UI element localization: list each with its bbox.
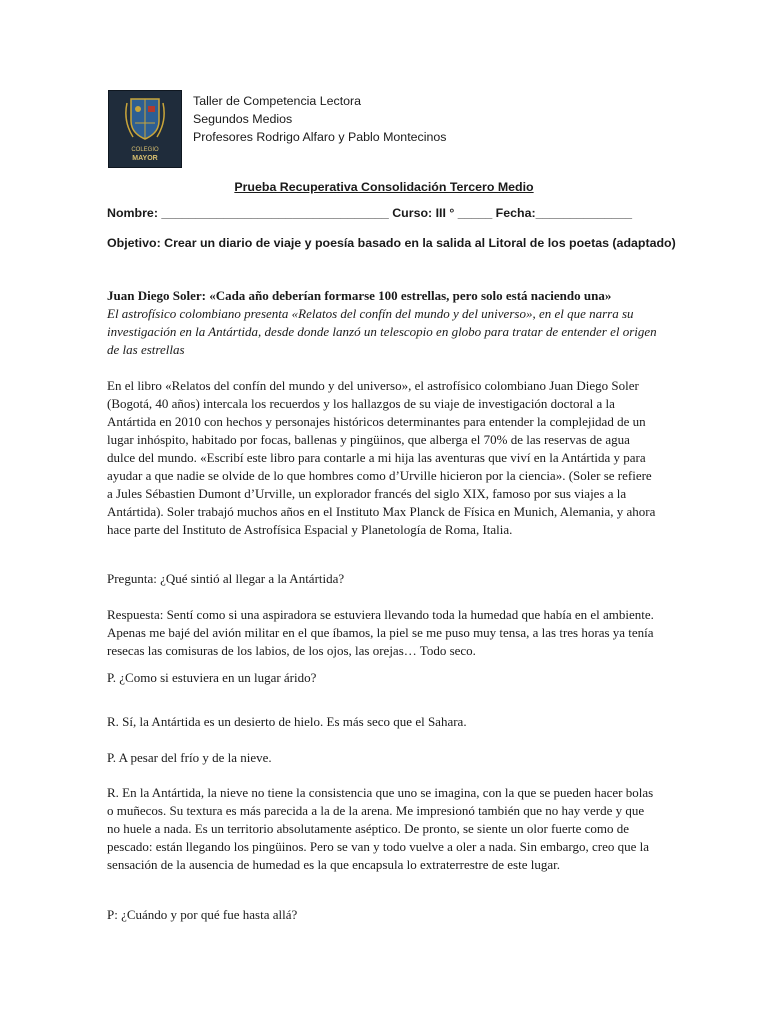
interview-question: P. A pesar del frío y de la nieve. bbox=[107, 750, 272, 765]
objective: Objetivo: Crear un diario de viaje y poesía basado en la salida al Litoral de los poetas (adaptado) bbox=[107, 236, 676, 250]
logo-text-bottom: MAYOR bbox=[132, 155, 158, 162]
article-lede: El astrofísico colombiano presenta «Relatos del confín del mundo y del universo», en el que narra su investigación en la Antártida, desde donde lanzó un telescopio en globo para tratar de entender el origen de las estrellas bbox=[107, 306, 657, 357]
interview-answer: R. Sí, la Antártida es un desierto de hielo. Es más seco que el Sahara. bbox=[107, 714, 467, 729]
article-headline: Juan Diego Soler: «Cada año deberían formarse 100 estrellas, pero solo está naciendo una» bbox=[107, 288, 612, 303]
interview-question: Pregunta: ¿Qué sintió al llegar a la Antártida? bbox=[107, 571, 345, 586]
header-line-3: Profesores Rodrigo Alfaro y Pablo Montecinos bbox=[193, 130, 447, 144]
header-line-1: Taller de Competencia Lectora bbox=[193, 94, 362, 108]
article-paragraph: En el libro «Relatos del confín del mundo y del universo», el astrofísico colombiano Juan Diego Soler (Bogotá, 40 años) intercala los recuerdos y los hallazgos de su viaje de investigación doctoral a la Antártida en 2010 con hechos y personajes históricos determinantes para entender la complejidad de un lugar inhóspito, habitado por focas, ballenas y pingüinos, que alberga el 70% de las reservas de agua dulce del mundo. «Escribí este libro para contarle a mi hija las aventuras que viví en la Antártida y para ayudar a que nadie se olvide de lo que hombres como d’Urville hicieron por la ciencia». (Soler se refiere a Jules Sébastien Dumont d’Urville, un explorador francés del siglo XIX, famoso por sus viajes a la Antártida). Soler trabajó muchos años en el Instituto Max Planck de Física en Munich, Alemania, y ahora hace parte del Instituto de Astrofísica Espacial y Planetología de Roma, Italia. bbox=[107, 378, 656, 537]
school-crest-icon bbox=[109, 91, 181, 167]
student-info-line: Nombre: _________________________________ Curso: III ° _____ Fecha:______________ bbox=[107, 206, 633, 220]
interview-question: P. ¿Como si estuviera en un lugar árido? bbox=[107, 670, 317, 685]
header-line-2: Segundos Medios bbox=[193, 112, 293, 126]
school-logo bbox=[108, 90, 182, 168]
logo-text-top: COLEGIO bbox=[131, 147, 159, 153]
interview-answer: R. En la Antártida, la nieve no tiene la consistencia que uno se imagina, con la que se pueden hacer bolas o muñecos. Su textura es más parecida a la de la arena. Me impresionó también que no hay verde y que no huele a nada. Es un territorio absolutamente aséptico. De pronto, se siente un olor fuerte como de pescado: están llegando los pingüinos. Pero se van y todo vuelve a oler a nada. Sin embargo, creo que la sensación de la ausencia de humedad es la que encapsula lo extraterrestre de este lugar. bbox=[107, 785, 654, 872]
interview-question: P: ¿Cuándo y por qué fue hasta allá? bbox=[107, 907, 298, 922]
test-title: Prueba Recuperativa Consolidación Tercero Medio bbox=[234, 180, 534, 194]
interview-answer: Respuesta: Sentí como si una aspiradora se estuviera llevando toda la humedad que había en el ambiente. Apenas me bajé del avión militar en el que íbamos, la piel se me puso muy tensa, a las tres horas ya tenía resecas las comisuras de los labios, de los ojos, las orejas… Todo seco. bbox=[107, 607, 654, 658]
